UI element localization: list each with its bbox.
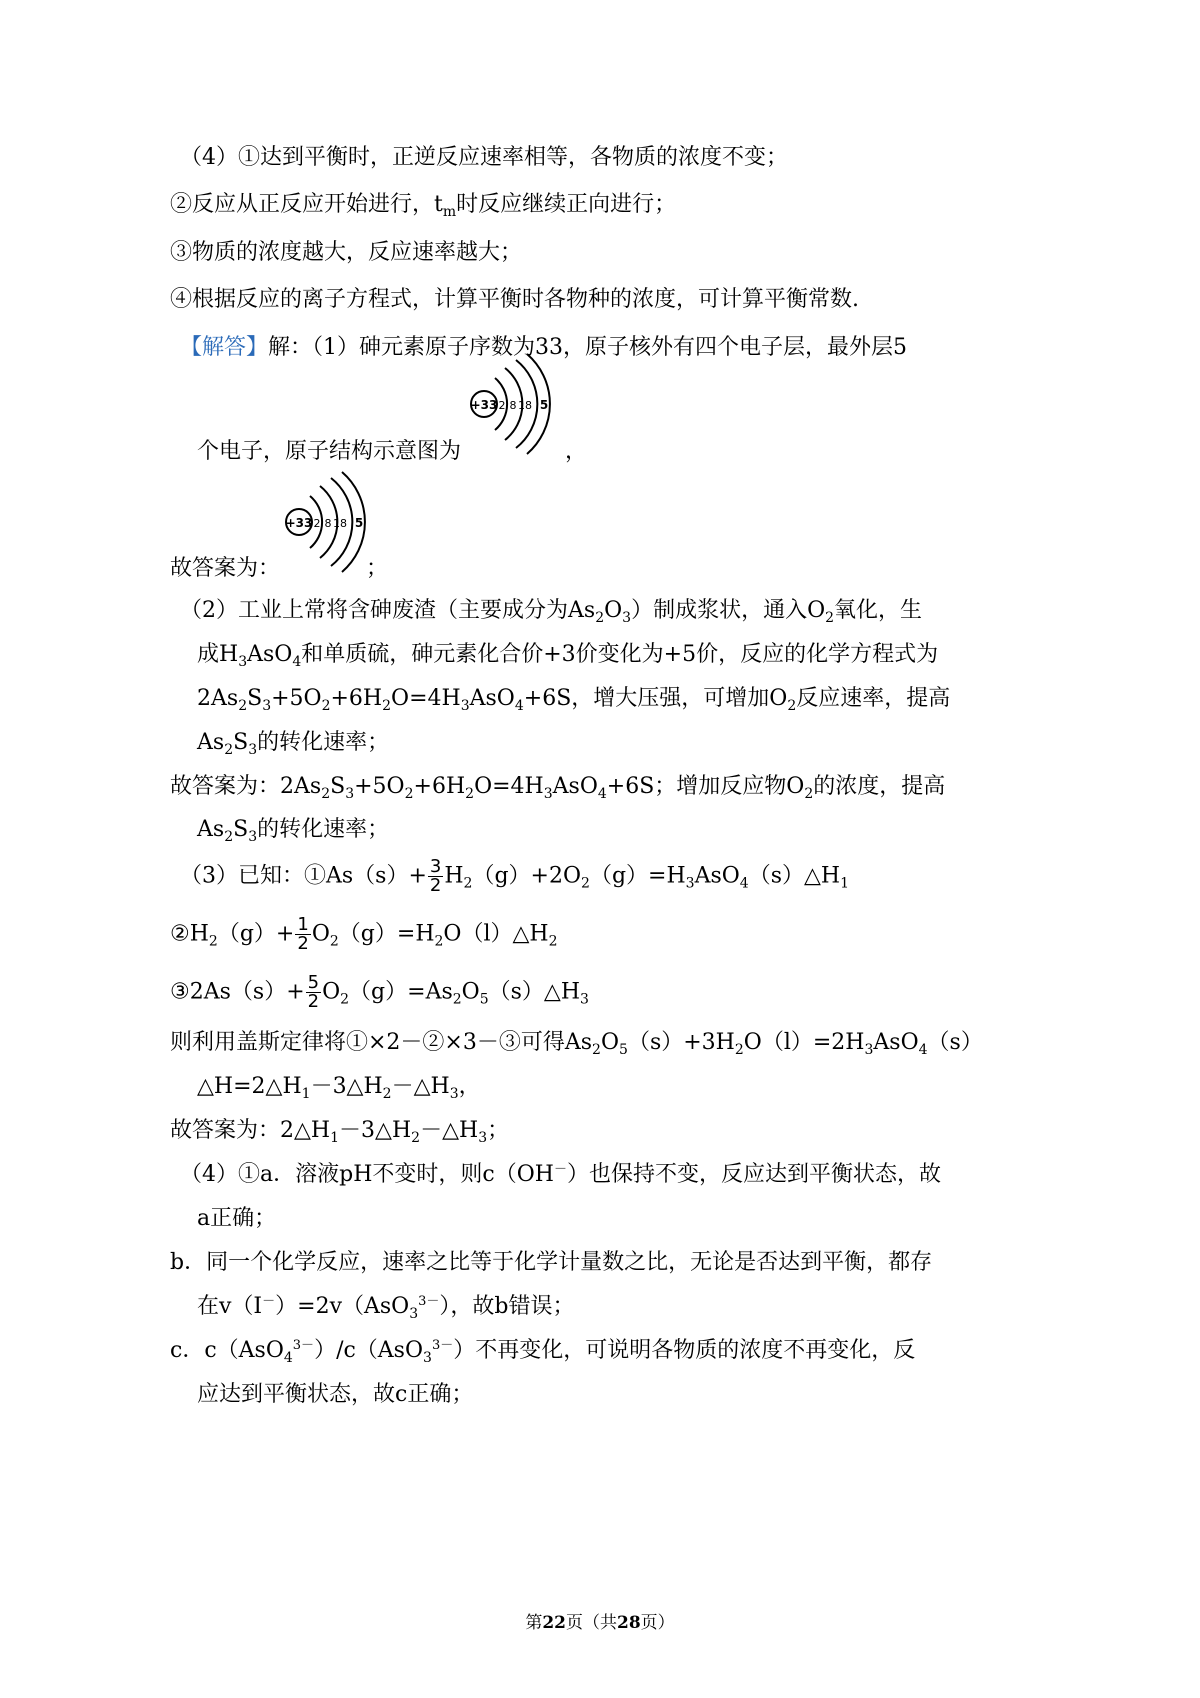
atom-structure-diagram [462, 352, 558, 458]
part2-line-2: 成$H_3AsO_4$和单质硫，砷元素化合价+3价变化为+5价，反应的化学方程式为 [197, 642, 939, 670]
atom-nucleus-label: +33 [470, 398, 498, 412]
atom-structure-diagram-answer [277, 470, 373, 576]
analysis-line-3: ③物质的浓度越大，反应速率越大； [170, 240, 523, 265]
answer-line-1b-end: ， [565, 439, 588, 464]
page-total: 28 [617, 1613, 641, 1633]
part4-line-5: c．c（AsO$_4^{3-}$）/c（AsO$_3^{3-}$）不再变化，可说明各物质的浓度不再变化，反 [170, 1338, 916, 1366]
analysis-line-2-text-a: ②反应从正反应开始进行，t [170, 192, 443, 217]
atom-shell-1: 2 [498, 399, 506, 412]
atom-shell-2: 8 [324, 517, 332, 530]
part4-line-1: （4）①a．溶液pH不变时，则c（OH－）也保持不变，反应达到平衡状态，故 [180, 1162, 941, 1187]
analysis-line-4: ④根据反应的离子方程式，计算平衡时各物种的浓度，可计算平衡常数. [170, 287, 859, 312]
page-number: 22 [542, 1613, 566, 1633]
answer-line-1-text: 解：（1）砷元素原子序数为33，原子核外有四个电子层，最外层5 [268, 335, 908, 360]
part4-line-6: 应达到平衡状态，故c正确； [197, 1382, 474, 1407]
page-footer: 第22页（共28页） [525, 1613, 675, 1633]
answer-line-1c-end: ； [366, 556, 389, 581]
atom-shell-2: 8 [509, 399, 517, 412]
answer-line-1c: 故答案为： [170, 556, 281, 581]
fraction: $\frac{1}{2}$ [297, 914, 309, 954]
fraction: $\frac{3}{2}$ [429, 856, 442, 896]
fraction: $\frac{5}{2}$ [307, 972, 320, 1012]
atom-shell-4: 5 [354, 516, 364, 530]
part3-line-2: $②H_2(g)+$ $\frac{1}{2}$ $O_2(g)=H_2O(l)\triangle H_2$ [170, 914, 558, 954]
part3-line-6: 故答案为：$2\triangle H_1-3\triangle H_2-\triangle H_3$； [170, 1118, 510, 1146]
part3-line-5: $\triangle H=2\triangle H_1-3\triangle H_2-\triangle H_3$， [197, 1074, 481, 1102]
analysis-line-2 [170, 190, 676, 220]
atom-shell-4: 5 [539, 398, 549, 412]
part4-line-3: b．同一个化学反应，速率之比等于化学计量数之比，无论是否达到平衡，都存 [170, 1250, 933, 1275]
part3-line-4: 则利用盖斯定律将①×2－②×3－③可得$As_2O_5(s)+3H_2O(l)=2H_3AsO_4(s)$ [170, 1030, 983, 1058]
analysis-line-2-text-b: 时反应继续正向进行； [456, 192, 677, 217]
atom-shell-3: 18 [333, 517, 347, 530]
analysis-line-1: （4）①达到平衡时，正逆反应速率相等，各物质的浓度不变； [180, 145, 788, 170]
part2-line-6: $As_2S_3$的转化速率； [197, 817, 390, 845]
part2-line-1: （2）工业上常将含砷废渣（主要成分为$As_2O_3$）制成浆状，通入$O_2$氧化，生 [180, 598, 923, 626]
atom-nucleus-label: +33 [285, 516, 313, 530]
part2-line-5: 故答案为：$2As_2S_3+5O_2+6H_2O=4H_3AsO_4+6S$；增加反应物$O_2$的浓度，提高 [170, 774, 946, 802]
atom-shell-3: 18 [518, 399, 532, 412]
answer-line-1b [197, 437, 461, 467]
part3-line-1: （3）已知：①As（s）+ $\frac{3}{2}$ $H_2(g)+2O_2(g)=H_3AsO_4(s)\triangle H_1$ [180, 856, 850, 896]
answer-line-1b-text: 个电子，原子结构示意图为 [197, 439, 462, 464]
subscript: m [442, 204, 457, 220]
part3-line-3: ③2As（s）+ $\frac{5}{2}$ $O_2(g)=As_2O_5(s)\triangle H_3$ [170, 972, 589, 1012]
atom-shell-1: 2 [313, 517, 321, 530]
part2-line-4: $As_2S_3$的转化速率； [197, 730, 390, 758]
part2-line-3: $2As_2S_3+5O_2+6H_2O=4H_3AsO_4+6S$，增大压强，可增加$O_2$反应速率，提高 [197, 686, 951, 714]
part4-line-2: a正确； [197, 1206, 277, 1231]
answer-tag: 【解答】 [180, 335, 269, 360]
part4-line-4: 在v（I－）=2v（AsO$_3^{3-}$），故b错误； [197, 1294, 575, 1322]
